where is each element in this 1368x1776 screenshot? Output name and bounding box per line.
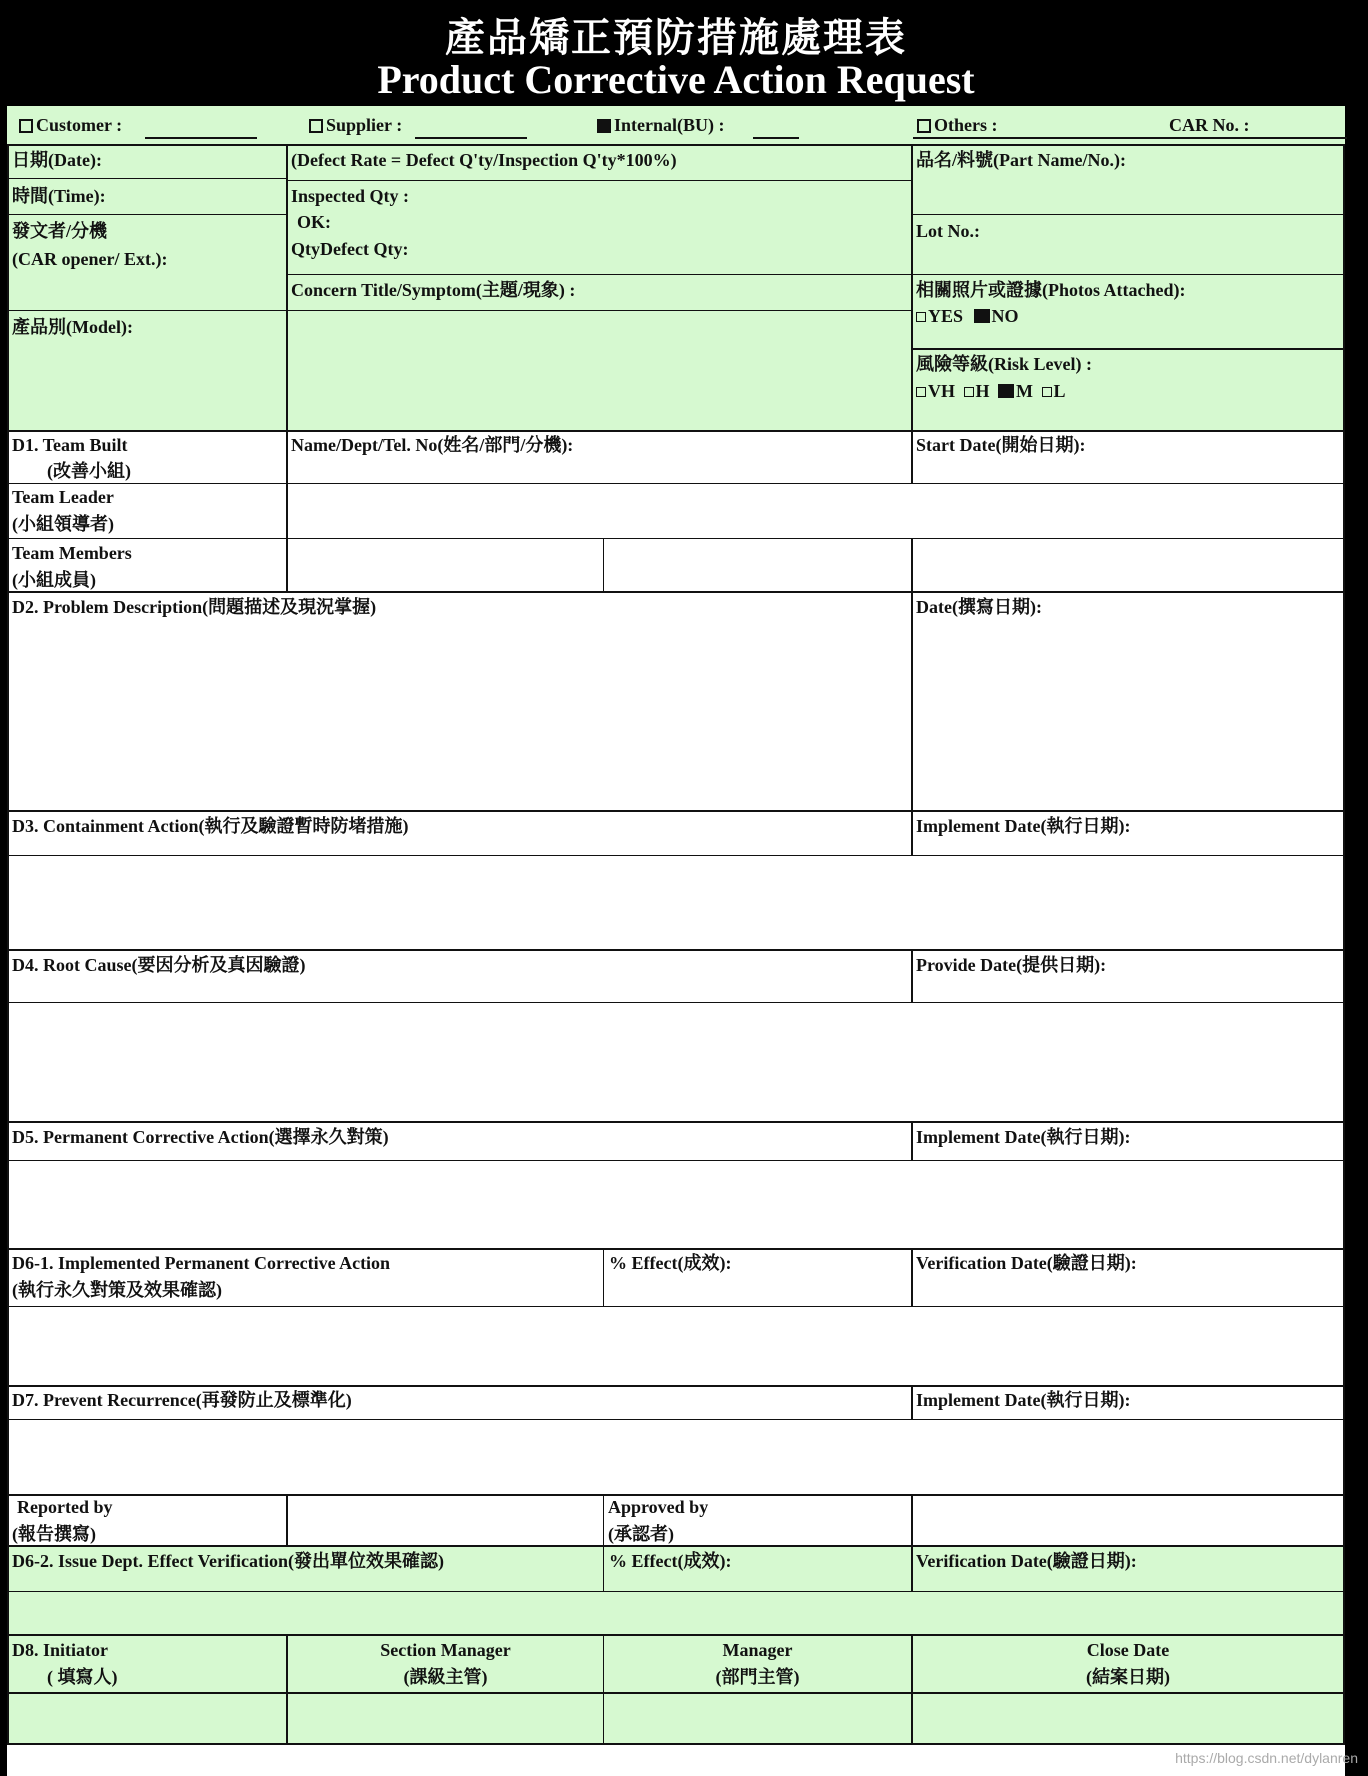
rule — [912, 214, 1345, 215]
rule — [7, 214, 287, 215]
d61-date-label: Verification Date(驗證日期): — [916, 1253, 1137, 1273]
d62-title: D6-2. Issue Dept. Effect Verification(發出單位效果確認) — [12, 1551, 444, 1571]
risk-h-checkbox[interactable] — [964, 387, 974, 397]
photos-label: 相關照片或證據(Photos Attached): — [916, 280, 1186, 300]
border-right — [1343, 144, 1345, 1745]
d5-title: D5. Permanent Corrective Action(選擇永久對策) — [12, 1127, 389, 1147]
rule — [7, 1002, 1345, 1003]
ok-label: OK: — [297, 212, 331, 232]
rule — [911, 1495, 913, 1546]
title-chinese: 產品矯正預防措施處理表 — [445, 14, 907, 61]
rule — [7, 1121, 1345, 1123]
others-option[interactable]: Others : — [917, 112, 997, 138]
team-members-sub: (小組成員) — [12, 570, 96, 590]
approved-by-label: Approved by — [608, 1497, 709, 1517]
internal-checkbox[interactable] — [597, 119, 611, 133]
d61-effect-label: % Effect(成效): — [609, 1253, 732, 1273]
rule — [911, 538, 913, 592]
rule — [7, 1743, 1345, 1745]
supplier-option[interactable]: Supplier : — [309, 112, 402, 138]
rule — [7, 430, 1345, 432]
photo-options — [916, 303, 1019, 329]
photo-no-checkbox[interactable] — [974, 309, 990, 323]
reported-by-sub: (報告撰寫) — [12, 1524, 96, 1544]
team-leader-label: Team Leader — [12, 487, 114, 507]
car-no-label: CAR No. : — [1169, 115, 1250, 135]
border-left — [7, 144, 9, 1745]
opener-label: 發文者/分機 — [12, 221, 108, 241]
reported-by-label: Reported by — [17, 1497, 113, 1517]
d8-manager-label: Manager — [722, 1640, 793, 1660]
risk-m-label: M — [1016, 381, 1034, 401]
d2-title: D2. Problem Description(問題描述及現況掌握) — [12, 597, 377, 617]
rule — [7, 483, 1345, 484]
d8-close-date-label: Close Date — [1086, 1640, 1170, 1660]
inspected-qty-label: Inspected Qty : — [291, 186, 409, 206]
date-label: 日期(Date): — [12, 150, 102, 170]
defect-rate-label: (Defect Rate = Defect Q'ty/Inspection Q'ty*100%) — [291, 150, 677, 170]
d8-initiator-label: D8. Initiator — [12, 1640, 108, 1660]
rule — [603, 1495, 604, 1546]
rule — [7, 144, 1345, 146]
photo-no-label: NO — [991, 306, 1019, 326]
d61-title: D6-1. Implemented Permanent Corrective Action — [12, 1253, 391, 1273]
customer-line — [145, 137, 257, 139]
rule — [7, 1545, 1345, 1547]
risk-level-label: 風險等級(Risk Level) : — [916, 354, 1092, 374]
lot-no-label: Lot No.: — [916, 221, 980, 241]
risk-l-checkbox[interactable] — [1042, 387, 1052, 397]
rule — [7, 310, 913, 311]
rule — [286, 144, 288, 431]
rule — [911, 811, 913, 856]
d1-title: D1. Team Built — [12, 435, 128, 455]
risk-vh-checkbox[interactable] — [916, 387, 926, 397]
rule — [7, 178, 287, 179]
rule — [7, 1419, 1345, 1420]
rule — [7, 1306, 1345, 1307]
risk-l-label: L — [1053, 381, 1066, 401]
d3-title: D3. Containment Action(執行及驗證暫時防堵措施) — [12, 816, 409, 836]
rule — [603, 538, 604, 592]
supplier-line — [415, 137, 527, 139]
model-label: 產品別(Model): — [12, 317, 133, 337]
rule — [911, 1122, 913, 1161]
concern-title-label: Concern Title/Symptom(主題/現象) : — [291, 280, 576, 300]
risk-m-checkbox[interactable] — [998, 384, 1014, 398]
car-form — [7, 0, 1345, 1776]
rule — [911, 592, 913, 811]
rule — [911, 431, 913, 484]
customer-option[interactable]: Customer : — [19, 112, 122, 138]
d7-title: D7. Prevent Recurrence(再發防止及標準化) — [12, 1390, 352, 1410]
qty-defect-label: QtyDefect Qty: — [291, 239, 409, 259]
approved-by-sub: (承認者) — [608, 1524, 674, 1544]
rule — [7, 538, 1345, 539]
d5-date-label: Implement Date(執行日期): — [916, 1127, 1131, 1147]
team-members-label: Team Members — [12, 543, 132, 563]
rule — [7, 1160, 1345, 1161]
rule — [911, 1386, 913, 1420]
internal-option[interactable]: Internal(BU) : — [597, 112, 725, 138]
d1-subtitle: (改善小組) — [47, 461, 131, 481]
risk-h-label: H — [975, 381, 990, 401]
form-header — [7, 0, 1345, 106]
rule — [7, 810, 1345, 812]
rule — [7, 1692, 1345, 1694]
rule — [286, 431, 288, 592]
rule — [7, 591, 1345, 593]
risk-options — [916, 378, 1066, 404]
d3-date-label: Implement Date(執行日期): — [916, 816, 1131, 836]
internal-line — [753, 137, 799, 139]
rule — [911, 950, 913, 1003]
rule — [287, 274, 911, 275]
d4-date-label: Provide Date(提供日期): — [916, 955, 1107, 975]
d61-subtitle: (執行永久對策及效果確認) — [12, 1280, 222, 1300]
rule — [7, 949, 1345, 951]
risk-vh-label: VH — [928, 381, 955, 401]
d2-date-label: Date(撰寫日期): — [916, 597, 1042, 617]
title-english: Product Corrective Action Request — [377, 57, 975, 102]
rule — [287, 180, 911, 181]
time-label: 時間(Time): — [12, 186, 106, 206]
rule — [911, 1546, 913, 1592]
photo-yes-label: YES — [928, 306, 964, 326]
watermark: https://blog.csdn.net/dylanren — [1175, 1750, 1358, 1766]
d8-close-date-sub: (結案日期) — [1086, 1667, 1170, 1687]
customer-checkbox[interactable] — [19, 119, 33, 133]
name-dept-label: Name/Dept/Tel. No(姓名/部門/分機): — [291, 435, 574, 455]
rule — [7, 855, 1345, 856]
d8-section-manager-sub: (課級主管) — [403, 1667, 488, 1687]
rule — [7, 1591, 1345, 1592]
rule — [286, 1495, 288, 1546]
d62-date-label: Verification Date(驗證日期): — [916, 1551, 1137, 1571]
supplier-checkbox[interactable] — [309, 119, 323, 133]
d8-section-manager-label: Section Manager — [380, 1640, 511, 1660]
others-line — [913, 137, 1347, 139]
photo-yes-checkbox[interactable] — [916, 312, 926, 322]
team-leader-sub: (小組領導者) — [12, 514, 114, 534]
opener-label-en: (CAR opener/ Ext.): — [12, 249, 168, 269]
d8-initiator-sub: ( 填寫人) — [47, 1667, 118, 1687]
d4-title: D4. Root Cause(要因分析及真因驗證) — [12, 955, 306, 975]
rule — [7, 1634, 1345, 1636]
others-checkbox[interactable] — [917, 119, 931, 133]
d8-manager-sub: (部門主管) — [715, 1667, 800, 1687]
part-name-label: 品名/料號(Part Name/No.): — [916, 150, 1126, 170]
start-date-label: Start Date(開始日期): — [916, 435, 1086, 455]
rule — [911, 1249, 913, 1307]
rule — [912, 348, 1345, 350]
d7-date-label: Implement Date(執行日期): — [916, 1390, 1131, 1410]
d62-effect-label: % Effect(成效): — [609, 1551, 732, 1571]
rule — [912, 274, 1345, 275]
rule — [911, 144, 913, 431]
rule — [603, 1546, 604, 1592]
rule — [603, 1249, 604, 1307]
